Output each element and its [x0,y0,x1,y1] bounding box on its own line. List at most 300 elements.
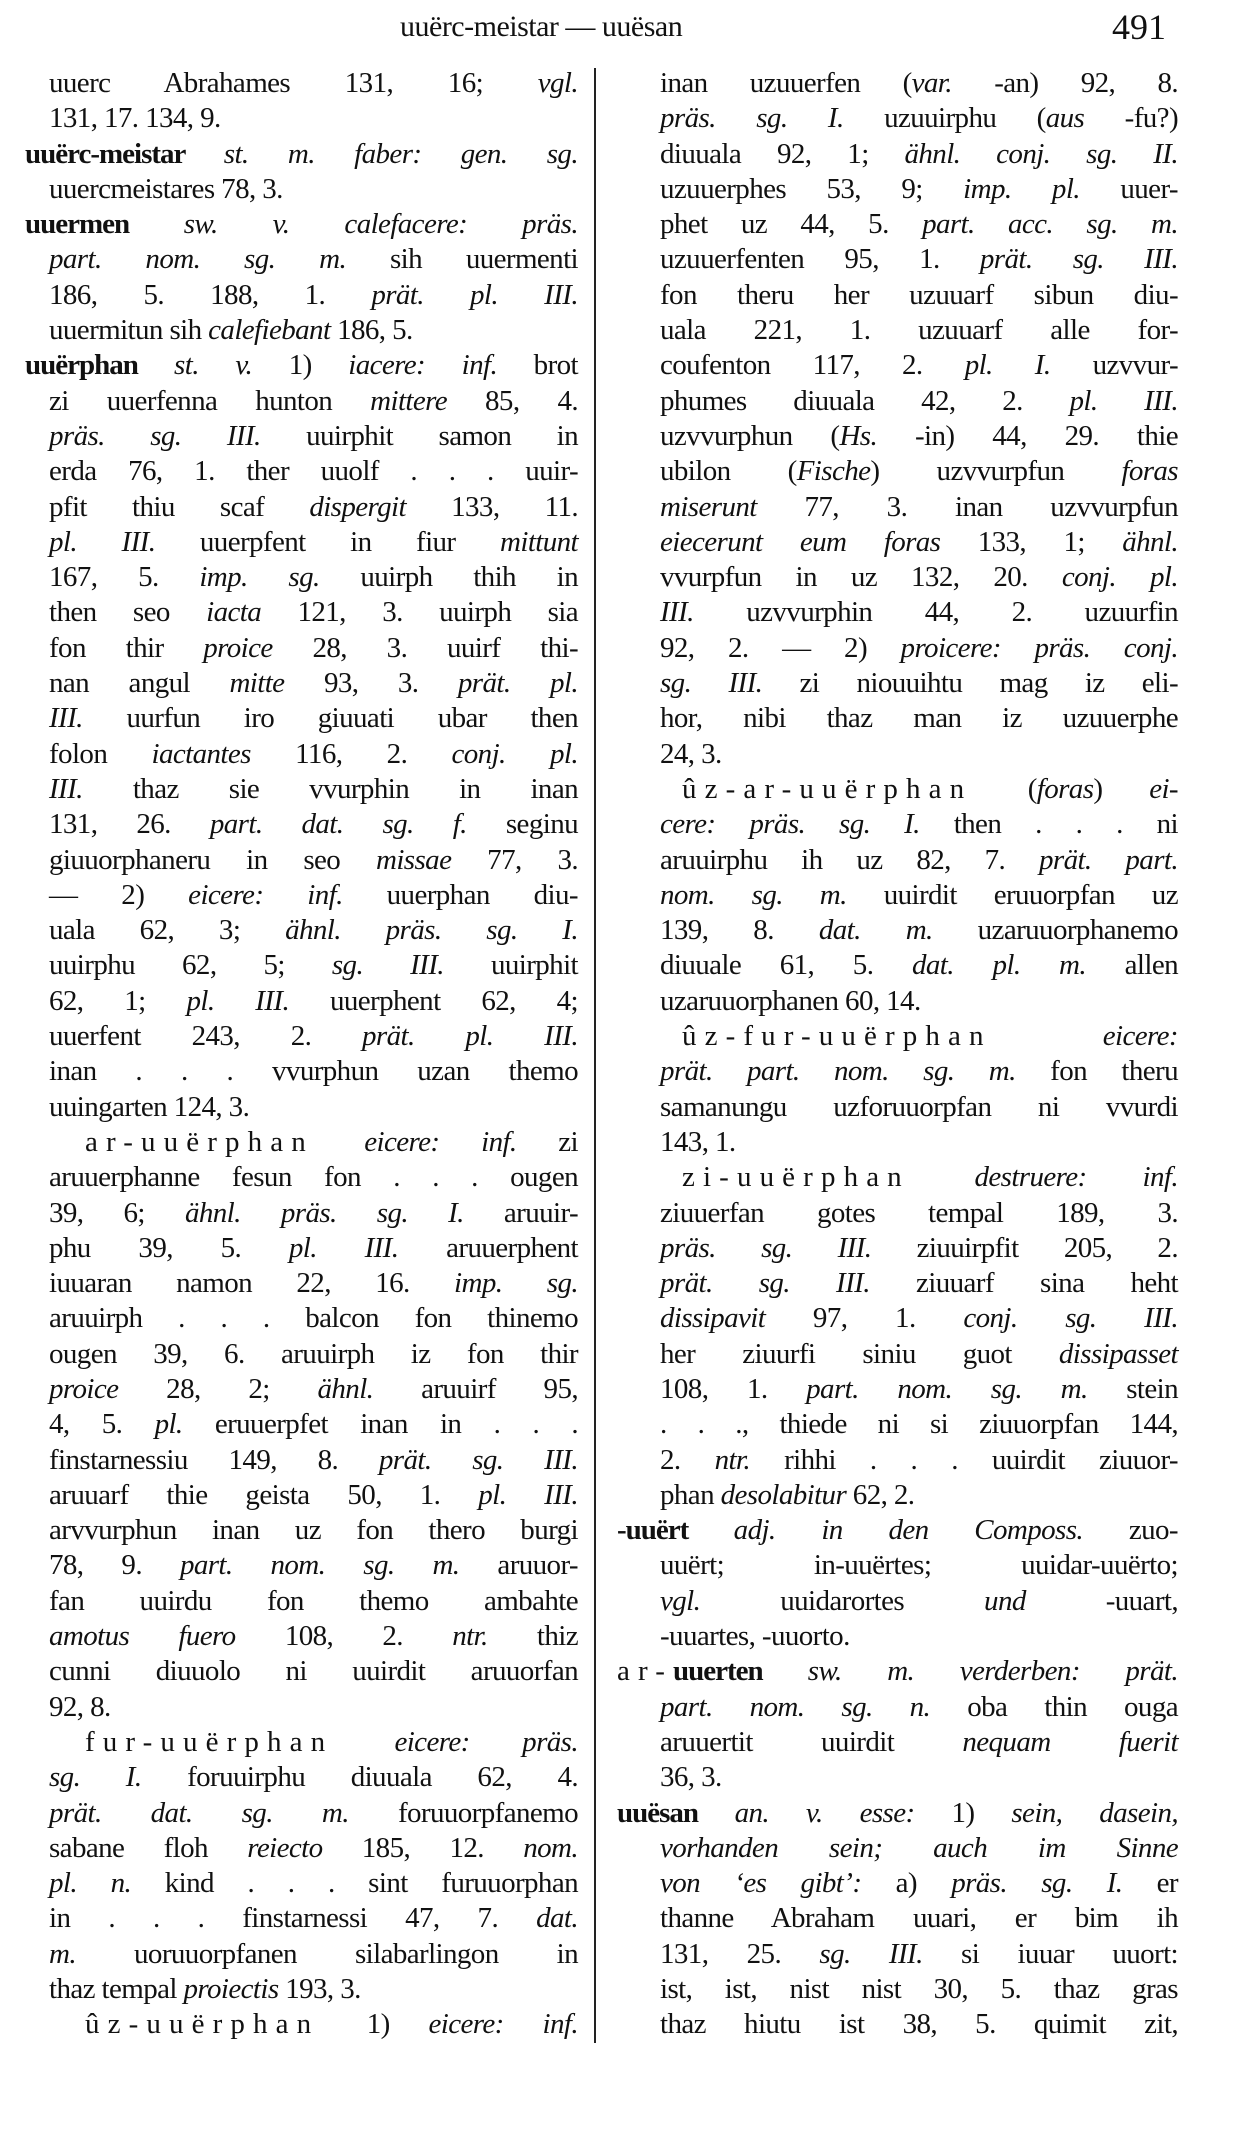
text: 108, 2. [284,1620,453,1653]
text: uoruuorpfanen silabarlingon in [134,1937,578,1970]
text-line [25,1054,578,1089]
italic-text: nequam fuerit [962,1725,1178,1758]
text-line [617,242,1178,277]
text-line [25,1443,578,1478]
italic-text: nom. [523,1831,578,1864]
italic-text: präs. sg. III. [660,1231,917,1264]
text-line [25,701,578,736]
text: uuermitun sih [49,314,209,347]
text-line [25,525,578,560]
text-line [25,1231,578,1266]
text-line [25,1619,578,1654]
italic-text: vgl. [660,1584,781,1617]
text-line [617,1372,1178,1407]
italic-text: conj. sg. III. [963,1302,1178,1335]
italic-text: dat. m. [818,914,978,947]
entry-headword-line [25,207,578,242]
italic-text: cere: präs. sg. I. [660,808,954,841]
text-line [617,1866,1178,1901]
text-line [617,913,1178,948]
text-line [617,560,1178,595]
text: uuirdit eruuorpfan uz [883,878,1178,911]
text: giuuorphaneru in seo [49,843,376,876]
italic-text: ei- [1149,772,1178,805]
text: rihhi . . . uuirdit ziuuor- [784,1443,1178,1476]
text-line [617,1231,1178,1266]
text: 77, 3. inan uzvvurpfun [804,490,1178,523]
text: hor, nibi thaz man iz uzuuerphe [660,702,1178,735]
text: uzvvur- [1092,349,1179,382]
text: ( [1027,772,1037,805]
text: phu 39, 5. [49,1231,289,1264]
text-line [25,737,578,772]
text-line [25,1301,578,1336]
text: sih uuermenti [389,243,578,276]
text: -uuart, [1105,1584,1178,1617]
italic-text: Hs. [839,419,915,452]
italic-text: ähnl. conj. sg. II. [904,137,1179,170]
italic-text: pl. III. [49,525,200,558]
text: thanne Abraham uuari, er bim ih [660,1902,1178,1935]
text-line [617,1831,1178,1866]
text: uuerpfent in fiur [199,525,501,558]
text: si iuuar uuort: [961,1937,1179,1970]
text-line [617,1619,1178,1654]
text: aruuor- [497,1549,578,1582]
text: aruuirphu ih uz 82, 7. [660,843,1039,876]
italic-text: präs. sg. III. [49,419,307,452]
text: 116, 2. [295,737,452,770]
text-line [617,419,1178,454]
text-line [617,807,1178,842]
italic-text: miserunt [660,490,805,523]
text: 4, 5. [49,1408,155,1441]
text: seginu [505,808,578,841]
text: cunni diuuolo ni uuirdit aruuorfan [49,1655,578,1688]
italic-text: st. m. faber: gen. sg. [223,137,578,170]
text-line [617,207,1178,242]
text-line [617,1725,1178,1760]
text: uzaruuorphanen 60, 14. [660,984,921,1017]
text: uuingarten 124, 3. [49,1090,250,1123]
text: uzaruuorphanemo [977,914,1179,947]
italic-text: m. [49,1937,135,1970]
text-line [617,1090,1178,1125]
text-line [617,1054,1178,1089]
subentry-line [25,1725,578,1760]
text: fon theru [1050,1055,1178,1088]
italic-text: reiecto [247,1831,362,1864]
text-line [617,701,1178,736]
text-line [617,137,1178,172]
italic-text: pl. III. [1069,384,1179,417]
italic-text: calefiebant [208,314,338,347]
text: allen [1124,949,1179,982]
italic-text: pl. III. [288,1231,447,1264]
italic-text: nom. sg. m. [660,878,884,911]
text: foruuirphu diuuala 62, 4. [187,1761,578,1794]
text: 108, 1. [660,1372,807,1405]
spaced-headword: ar- [617,1655,673,1688]
text: uuerfent 243, 2. [49,1020,363,1053]
text: coufenton 117, 2. [660,349,965,382]
text: -fu?) [1124,102,1178,135]
text: 121, 3. uuirph sia [297,596,579,629]
text: 77, 3. [487,843,578,876]
headword: uuerten [672,1655,808,1688]
entry-headword-line [25,348,578,383]
italic-text: mitte [229,667,324,700]
text: samanungu uzforuuorpfan ni vvurdi [660,1090,1178,1123]
text-line [617,1901,1178,1936]
text: 185, 12. [361,1831,524,1864]
text-line [25,1937,578,1972]
running-header [0,7,1244,50]
text-line [25,278,578,313]
italic-text: part. nom. sg. m. [179,1549,498,1582]
text: 1) [288,349,349,382]
italic-text: dissipavit [660,1302,813,1335]
text: sabane floh [49,1831,248,1864]
italic-text: pl. III. [186,984,330,1017]
text-line [25,1160,578,1195]
page-number: 491 [1112,7,1166,47]
italic-text: st. v. [174,349,289,382]
italic-text: part. dat. sg. f. [209,808,506,841]
text: -in) 44, 29. thie [914,419,1178,452]
italic-text: prät. part. [1038,843,1178,876]
text-line [25,1972,578,2007]
text-line [25,1478,578,1513]
text: 78, 9. [49,1549,180,1582]
italic-text: eicere: präs. [394,1725,578,1758]
text: inan . . . vvurphun uzan themo [49,1055,578,1088]
italic-text: destruere: inf. [974,1161,1178,1194]
text-line [617,1443,1178,1478]
text-line [617,843,1178,878]
italic-text: pl. III. [478,1478,578,1511]
italic-text: conj. pl. [1061,561,1178,594]
text: 143, 1. [660,1125,736,1158]
text-line [25,595,578,630]
text: 186, 5. 188, 1. [49,278,372,311]
text: 167, 5. [49,561,200,594]
text-line [617,278,1178,313]
headword: uuërc-meistar [25,137,224,170]
text: ) uzvvurpfun [870,455,1122,488]
text: folon [49,737,152,770]
text-line [25,490,578,525]
text: then . . . ni [953,808,1178,841]
text: aruuirph . . . balcon fon thinemo [49,1302,578,1335]
text: foruuorpfanemo [397,1796,578,1829]
text: uzvvurphin 44, 2. uzuurfin [746,596,1178,629]
italic-text: eicere: inf. [364,1125,559,1158]
italic-text: prät. sg. III. [979,243,1179,276]
text: fan uuirdu fon themo ambahte [49,1584,578,1617]
text: 93, 3. [323,667,458,700]
text: thaz sie vvurphin in inan [132,772,578,805]
subentry-line [25,1125,578,1160]
text: aruuirf 95, [421,1372,578,1405]
italic-text: sg. III. [819,1937,962,1970]
text: pfit thiu scaf [49,490,310,523]
text-line [617,1125,1178,1160]
text-line [617,454,1178,489]
italic-text: aus [1045,102,1125,135]
italic-text: proice [203,631,313,664]
italic-text: part. acc. sg. m. [922,208,1178,241]
italic-text: dat. pl. m. [911,949,1125,982]
text-line [617,1337,1178,1372]
text-line [617,1937,1178,1972]
text: ) [1093,772,1150,805]
text-line [617,525,1178,560]
text: 24, 3. [660,737,722,770]
text: 92, 2. — 2) [660,631,901,664]
entry-headword-line [617,1513,1178,1548]
italic-text: eiecerunt eum foras [660,525,978,558]
italic-text: sg. III. [660,667,800,700]
text: 139, 8. [660,914,819,947]
text-line [25,631,578,666]
text: aruuertit uuirdit [660,1725,963,1758]
italic-text: III. [49,702,127,735]
text: phumes diuuala 42, 2. [660,384,1070,417]
italic-text: ähnl. [317,1372,422,1405]
spaced-headword: zi-uuërphan [682,1161,975,1194]
text: zi uuerfenna hunton [49,384,371,417]
italic-text: prät. part. nom. sg. m. [660,1055,1051,1088]
italic-text: von ‘es gibt’: [660,1867,896,1900]
text: her ziuurfi siniu guot [660,1337,1059,1370]
text: then seo [49,596,207,629]
text: thaz hiutu ist 38, 5. quimit zit, [660,2008,1178,2041]
italic-text: proicere: präs. conj. [900,631,1178,664]
text-line [25,242,578,277]
text: ziuuerfan gotes tempal 189, 3. [660,1196,1178,1229]
text: oba thin ouga [967,1690,1178,1723]
text-line [25,1372,578,1407]
text-line [25,1196,578,1231]
text: nan angul [49,667,230,700]
italic-text: foras [1036,772,1094,805]
text-line [25,454,578,489]
text-line [617,101,1178,136]
text-line [25,807,578,842]
text: thiz [536,1620,579,1653]
text: stein [1126,1372,1179,1405]
entry-headword-line [617,1654,1178,1689]
text-line [617,595,1178,630]
italic-text: III. [49,772,133,805]
text: 62, 2. [852,1478,915,1511]
text: aruuerphent [446,1231,578,1264]
italic-text: part. nom. sg. m. [806,1372,1127,1405]
italic-text: iacere: inf. [348,349,534,382]
italic-text: ähnl. präs. sg. I. [184,1196,504,1229]
italic-text: präs. sg. I. [951,1867,1157,1900]
text: uuercmeistares 78, 3. [49,172,283,205]
text-line [25,1866,578,1901]
italic-text: prät. dat. sg. m. [49,1796,398,1829]
right-column [617,66,1178,2043]
text-line [25,560,578,595]
text: zuo- [1128,1514,1178,1547]
text-line [25,101,578,136]
text: uuirphit samon in [306,419,578,452]
italic-text: amotus fuero [49,1620,285,1653]
text-line [25,878,578,913]
text-line [25,1019,578,1054]
subentry-line [617,1019,1178,1054]
headword: uuërphan [25,349,175,382]
text: 131, 26. [49,808,210,841]
text-line [617,66,1178,101]
text: fon theru her uzuuarf sibun diu- [660,278,1178,311]
text: 28, 2; [166,1372,318,1405]
text-line [25,1901,578,1936]
text-line [25,1407,578,1442]
spaced-headword: fur-uuërphan [85,1725,395,1758]
italic-text: mittere [370,384,486,417]
text: uuirphit [490,949,578,982]
italic-text: Fische [796,455,871,488]
text: uuërt; in-uuërtes; uuidar-uuërto; [660,1549,1178,1582]
italic-text: mittunt [500,525,578,558]
italic-text: missae [376,843,488,876]
text-line [25,66,578,101]
italic-text: sw. v. calefacere: präs. [183,208,578,241]
text-line [25,843,578,878]
text: 97, 1. [812,1302,964,1335]
text: 85, 4. [485,384,578,417]
text-line [617,2007,1178,2042]
text: iuuaran namon 22, 16. [49,1267,455,1300]
text-line [25,313,578,348]
text-line [25,419,578,454]
italic-text: an. v. esse: [734,1796,952,1829]
text: inan uzuuerfen ( [660,67,912,99]
text: zi niouuihtu mag iz eli- [799,667,1179,700]
text-line [25,913,578,948]
italic-text: pl. [154,1408,215,1441]
entry-headword-line [25,137,578,172]
spaced-headword: ar-uuërphan [85,1125,365,1158]
text: 186, 5. [337,314,413,347]
text-line [25,1584,578,1619]
text: brot [533,349,578,382]
text-line [25,1513,578,1548]
text-line [25,1796,578,1831]
text: diuuale 61, 5. [660,949,912,982]
text: phet uz 44, 5. [660,208,923,241]
italic-text: imp. sg. [199,561,361,594]
text: kind . . . sint furuuorphan [164,1867,579,1900]
text: 131, 17. 134, 9. [49,102,221,135]
text: diuuala 92, 1; [660,137,905,170]
text: phan [660,1478,721,1511]
text: uuer- [1120,172,1178,205]
text: 133, 1; [977,525,1123,558]
text: 36, 3. [660,1761,722,1794]
italic-text: sg. III. [331,949,491,982]
text: 2. [660,1443,715,1476]
italic-text: vorhanden sein; auch im Sinne [660,1831,1178,1864]
italic-text: eicere: [1102,1020,1178,1053]
text: uzuuirphu ( [884,102,1046,135]
text: 28, 3. uuirf thi- [312,631,578,664]
italic-text: dissipasset [1058,1337,1178,1370]
text: uuirphu 62, 5; [49,949,332,982]
text-line [617,1760,1178,1795]
italic-text: pl. n. [49,1867,165,1900]
text: uala 62, 3; [49,914,286,947]
italic-text: präs. sg. I. [660,102,885,135]
text-line [617,1266,1178,1301]
subentry-line [617,772,1178,807]
text: . . ., thiede ni si ziuuorpfan 144, [660,1408,1178,1441]
text: 39, 6; [49,1196,185,1229]
spaced-headword: ûz-uuërphan [85,2008,367,2041]
italic-text: eicere: inf. [428,2008,579,2041]
text: vvurpfun in uz 132, 20. [660,561,1062,594]
subentry-line [617,1160,1178,1195]
italic-text: sw. m. verderben: prät. [807,1655,1178,1688]
subentry-line [25,2007,578,2042]
text-line [25,1760,578,1795]
text-line [25,1090,578,1125]
text-line [25,1654,578,1689]
text-line [617,1196,1178,1231]
text: uuerphan diu- [386,878,578,911]
text-line [25,666,578,701]
text: eruuerpfet inan in . . . [214,1408,578,1441]
italic-text: vgl. [537,67,578,99]
text-line [617,172,1178,207]
text-line [25,384,578,419]
text-line [617,384,1178,419]
text: thaz tempal [49,1973,184,2006]
text-line [25,1831,578,1866]
text: — 2) [49,878,189,911]
text: 1) [951,1796,1012,1829]
text-line [25,1690,578,1725]
italic-text: iactantes [151,737,296,770]
text: ist, ist, nist nist 30, 5. thaz gras [660,1973,1178,2006]
italic-text: conj. pl. [451,737,578,770]
text-line [25,772,578,807]
spaced-headword: ûz-ar-uuërphan [682,772,1028,805]
text-line [25,984,578,1019]
text: uzvvurphun ( [660,419,840,452]
italic-text: prät. pl. III. [362,1020,578,1053]
text: fon thir [49,631,204,664]
text: aruuarf thie geista 50, 1. [49,1478,479,1511]
text-line [617,1690,1178,1725]
italic-text: imp. sg. [454,1267,578,1300]
italic-text: desolabitur [720,1478,853,1511]
text-line [25,172,578,207]
text: aruuerphanne fesun fon . . . ougen [49,1161,578,1194]
entry-headword-line [617,1796,1178,1831]
text: uuerc Abrahames 131, 16; [49,67,538,99]
text: 131, 25. [660,1937,820,1970]
italic-text: ntr. [452,1620,537,1653]
text: finstarnessiu 149, 8. [49,1443,379,1476]
text: zi [558,1125,578,1158]
italic-text: prät. sg. III. [660,1267,916,1300]
